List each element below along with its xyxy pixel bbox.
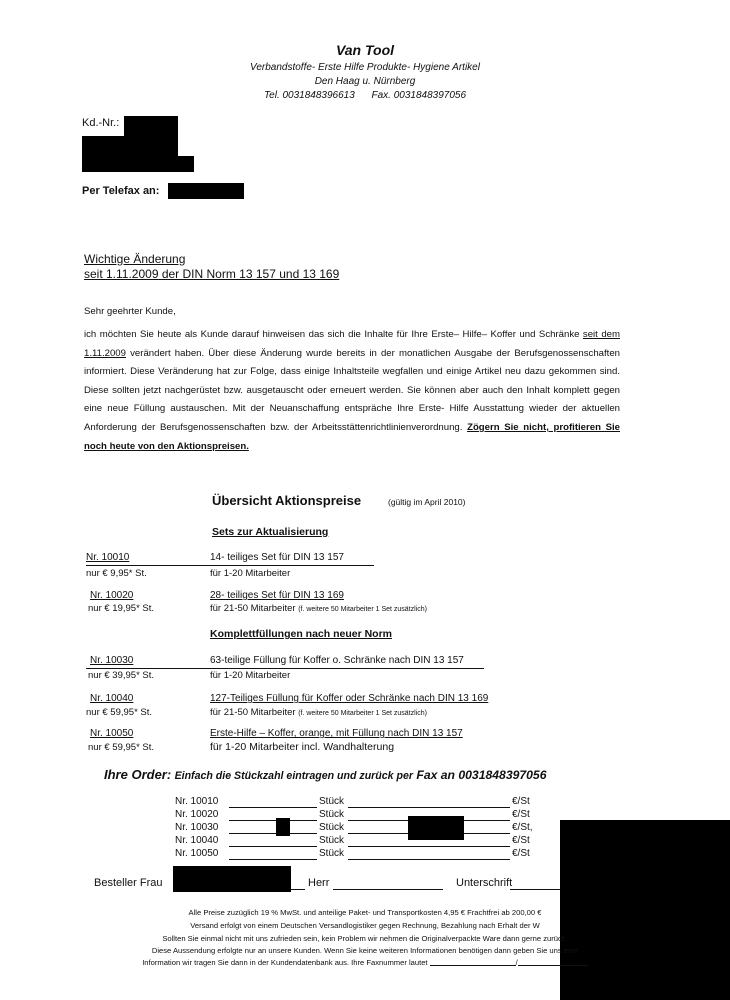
product-number: Nr. 10010 (86, 552, 130, 563)
order-product-number: Nr. 10040 (175, 835, 219, 846)
company-contact (0, 90, 730, 101)
order-qty-label: Stück (319, 835, 345, 846)
paragraph-text-2: verändert haben. Über diese Änderung wurde bereits in der monatlichen Ausgabe der Berufsgenossenschaften informiert. Diese Veränderung hat zur Folge, dass einige Inhaltsteile wegfallen und einige Artikel neu dazu gekommen sind. Diese sollten jetzt nachgerüstet bzw. ausgetauscht oder erneuert werden. Sie können aber auch den Inhalt komplett gegen eine neue Füllung austauschen. Mit der Neuanschaffung entspräche Ihre Erste- Hilfe Ausstattung wieder der aktuellen Anforderung der Berufsgenossenschaften bzw. der Arbeitsstättenrichtlinienverordnung. (84, 347, 620, 433)
company-locations: Den Haag u. Nürnberg (314, 76, 416, 87)
footer-line: Sollten Sie einmal nicht mit uns zufrieden sein, kein Problem wir nehmen die Originalverpackte Ware dann gerne zurück. (162, 934, 568, 943)
paragraph-text-1: ich möchten Sie heute als Kunde darauf hinweisen das sich die Inhalte für Ihre Erste– Hilfe– Koffer und Schränke (84, 329, 583, 340)
footer-fax-confirm: Information wir tragen Sie dann in der Kundendatenbank aus. Ihre Faxnummer lautet / (0, 958, 730, 967)
order-qty-label: Stück (319, 796, 345, 807)
product-rule (86, 565, 374, 566)
order-unit-label: €/St (512, 796, 530, 807)
product-number: Nr. 10020 (90, 590, 134, 601)
product-note: (f. weitere 50 Mitarbeiter 1 Set zusätzlich) (298, 606, 427, 613)
product-subtitle (210, 603, 427, 614)
order-qty-label: Stück (319, 848, 345, 859)
product-subtitle-text: für 21-50 Mitarbeiter (210, 707, 296, 718)
redaction-orderer-name (173, 866, 291, 892)
order-unit-label: €/St (512, 848, 530, 859)
product-number: Nr. 10030 (90, 655, 134, 666)
section-sets: Sets zur Aktualisierung (212, 526, 329, 538)
product-number: Nr. 10050 (90, 728, 134, 739)
product-note: (f. weitere 50 Mitarbeiter 1 Set zusätzlich) (298, 710, 427, 717)
signature-label: Unterschrift (456, 877, 513, 889)
footer-line: Diese Aussendung erfolgte nur an unsere Kunden. Wenn Sie keine weiteren Informationen benötigen dann geben Sie uns eine (151, 946, 579, 955)
redaction-customer-name (82, 136, 178, 156)
product-subtitle (210, 707, 427, 718)
order-product-number: Nr. 10020 (175, 809, 219, 820)
order-line (229, 859, 317, 860)
section-refills: Komplettfüllungen nach neuer Norm (210, 628, 393, 640)
orderer-label: Besteller Frau (94, 877, 163, 889)
order-heading (104, 767, 547, 782)
order-qty-field[interactable] (348, 846, 510, 847)
order-unit-label: €/St, (512, 822, 533, 833)
company-phone: Tel. 0031848396613 (263, 90, 355, 101)
order-qty-label: Stück (319, 809, 345, 820)
footer-line: Information wir tragen Sie dann in der Kundendatenbank aus. Ihre Faxnummer lautet (142, 958, 428, 967)
product-price: nur € 9,95* St. (86, 568, 147, 579)
customer-number-label: Kd.-Nr.: (82, 117, 120, 129)
redaction-order-mark (276, 818, 290, 836)
footer-line: Alle Preise zuzüglich 19 % MwSt. und anteilige Paket- und Transportkosten 4,95 € Frachtfrei ab 200,00 € (188, 908, 542, 917)
footer-line: Versand erfolgt von einem Deutschen Versandlogistiker gegen Rechnung, Bezahlung nach Erhalt der W (190, 921, 540, 930)
order-qty-field[interactable] (348, 859, 510, 860)
order-unit-label: €/St (512, 809, 530, 820)
signature-field[interactable] (510, 889, 560, 890)
order-heading-label: Ihre Order: (104, 767, 172, 782)
notice-heading: Wichtige Änderung (84, 252, 186, 266)
order-product-number: Nr. 10030 (175, 822, 219, 833)
product-rule (86, 668, 484, 669)
overview-title: Übersicht Aktionspreise (212, 493, 362, 508)
product-title: 28- teiliges Set für DIN 13 169 (210, 590, 344, 601)
redaction-customer-address (82, 156, 194, 172)
footer-fax-field[interactable] (430, 965, 516, 966)
product-title: 63-teilige Füllung für Koffer o. Schränke nach DIN 13 157 (210, 655, 464, 666)
letter-paragraph (84, 326, 620, 456)
product-title: Erste-Hilfe – Koffer, orange, mit Füllung nach DIN 13 157 (210, 728, 463, 739)
order-line (229, 820, 317, 821)
redaction-order-mark (408, 816, 464, 840)
product-price: nur € 59,95* St. (88, 742, 155, 753)
company-fax: Fax. 0031848397056 (371, 90, 467, 101)
product-price: nur € 39,95* St. (88, 670, 155, 681)
company-name: Van Tool (335, 42, 395, 58)
order-product-number: Nr. 10010 (175, 796, 219, 807)
product-title: 14- teiliges Set für DIN 13 157 (210, 552, 344, 563)
herr-field[interactable] (333, 889, 443, 890)
product-subtitle: für 1-20 Mitarbeiter incl. Wandhalterung (210, 741, 395, 753)
order-instruction: Einfach die Stückzahl eintragen und zurück per (174, 770, 413, 782)
order-qty-label: Stück (319, 822, 345, 833)
orderer-line (291, 889, 305, 890)
fax-to-label: Per Telefax an: (82, 185, 160, 197)
paragraph-call-to-action: Zögern Sie nicht, profitieren Sie noch heute von den Aktionspreisen. (84, 421, 620, 452)
product-price: nur € 59,95* St. (86, 707, 153, 718)
herr-label: Herr (308, 877, 330, 889)
footer-fax-field[interactable] (518, 965, 588, 966)
notice-subheading: seit 1.11.2009 der DIN Norm 13 157 und 13 169 (84, 267, 340, 281)
redaction-customer-number (124, 116, 178, 136)
product-title: 127-Teiliges Füllung für Koffer oder Schränke nach DIN 13 169 (210, 693, 489, 704)
order-qty-field[interactable] (348, 807, 510, 808)
product-number: Nr. 10040 (90, 693, 134, 704)
order-fax-number: Fax an 0031848397056 (416, 768, 547, 782)
product-subtitle: für 1-20 Mitarbeiter (210, 568, 291, 579)
order-unit-label: €/St (512, 835, 530, 846)
greeting: Sehr geehrter Kunde, (84, 306, 176, 317)
overview-validity: (gültig im April 2010) (388, 497, 466, 507)
order-line (229, 807, 317, 808)
company-tagline: Verbandstoffe- Erste Hilfe Produkte- Hygiene Artikel (250, 62, 480, 73)
redaction-fax-number (168, 183, 244, 199)
product-subtitle: für 1-20 Mitarbeiter (210, 670, 291, 681)
order-line (229, 833, 317, 834)
product-price: nur € 19,95* St. (88, 603, 155, 614)
order-product-number: Nr. 10050 (175, 848, 219, 859)
product-subtitle-text: für 21-50 Mitarbeiter (210, 603, 296, 614)
paragraph-date-emphasis: seit dem 1.11.2009 (84, 329, 620, 359)
order-line (229, 846, 317, 847)
